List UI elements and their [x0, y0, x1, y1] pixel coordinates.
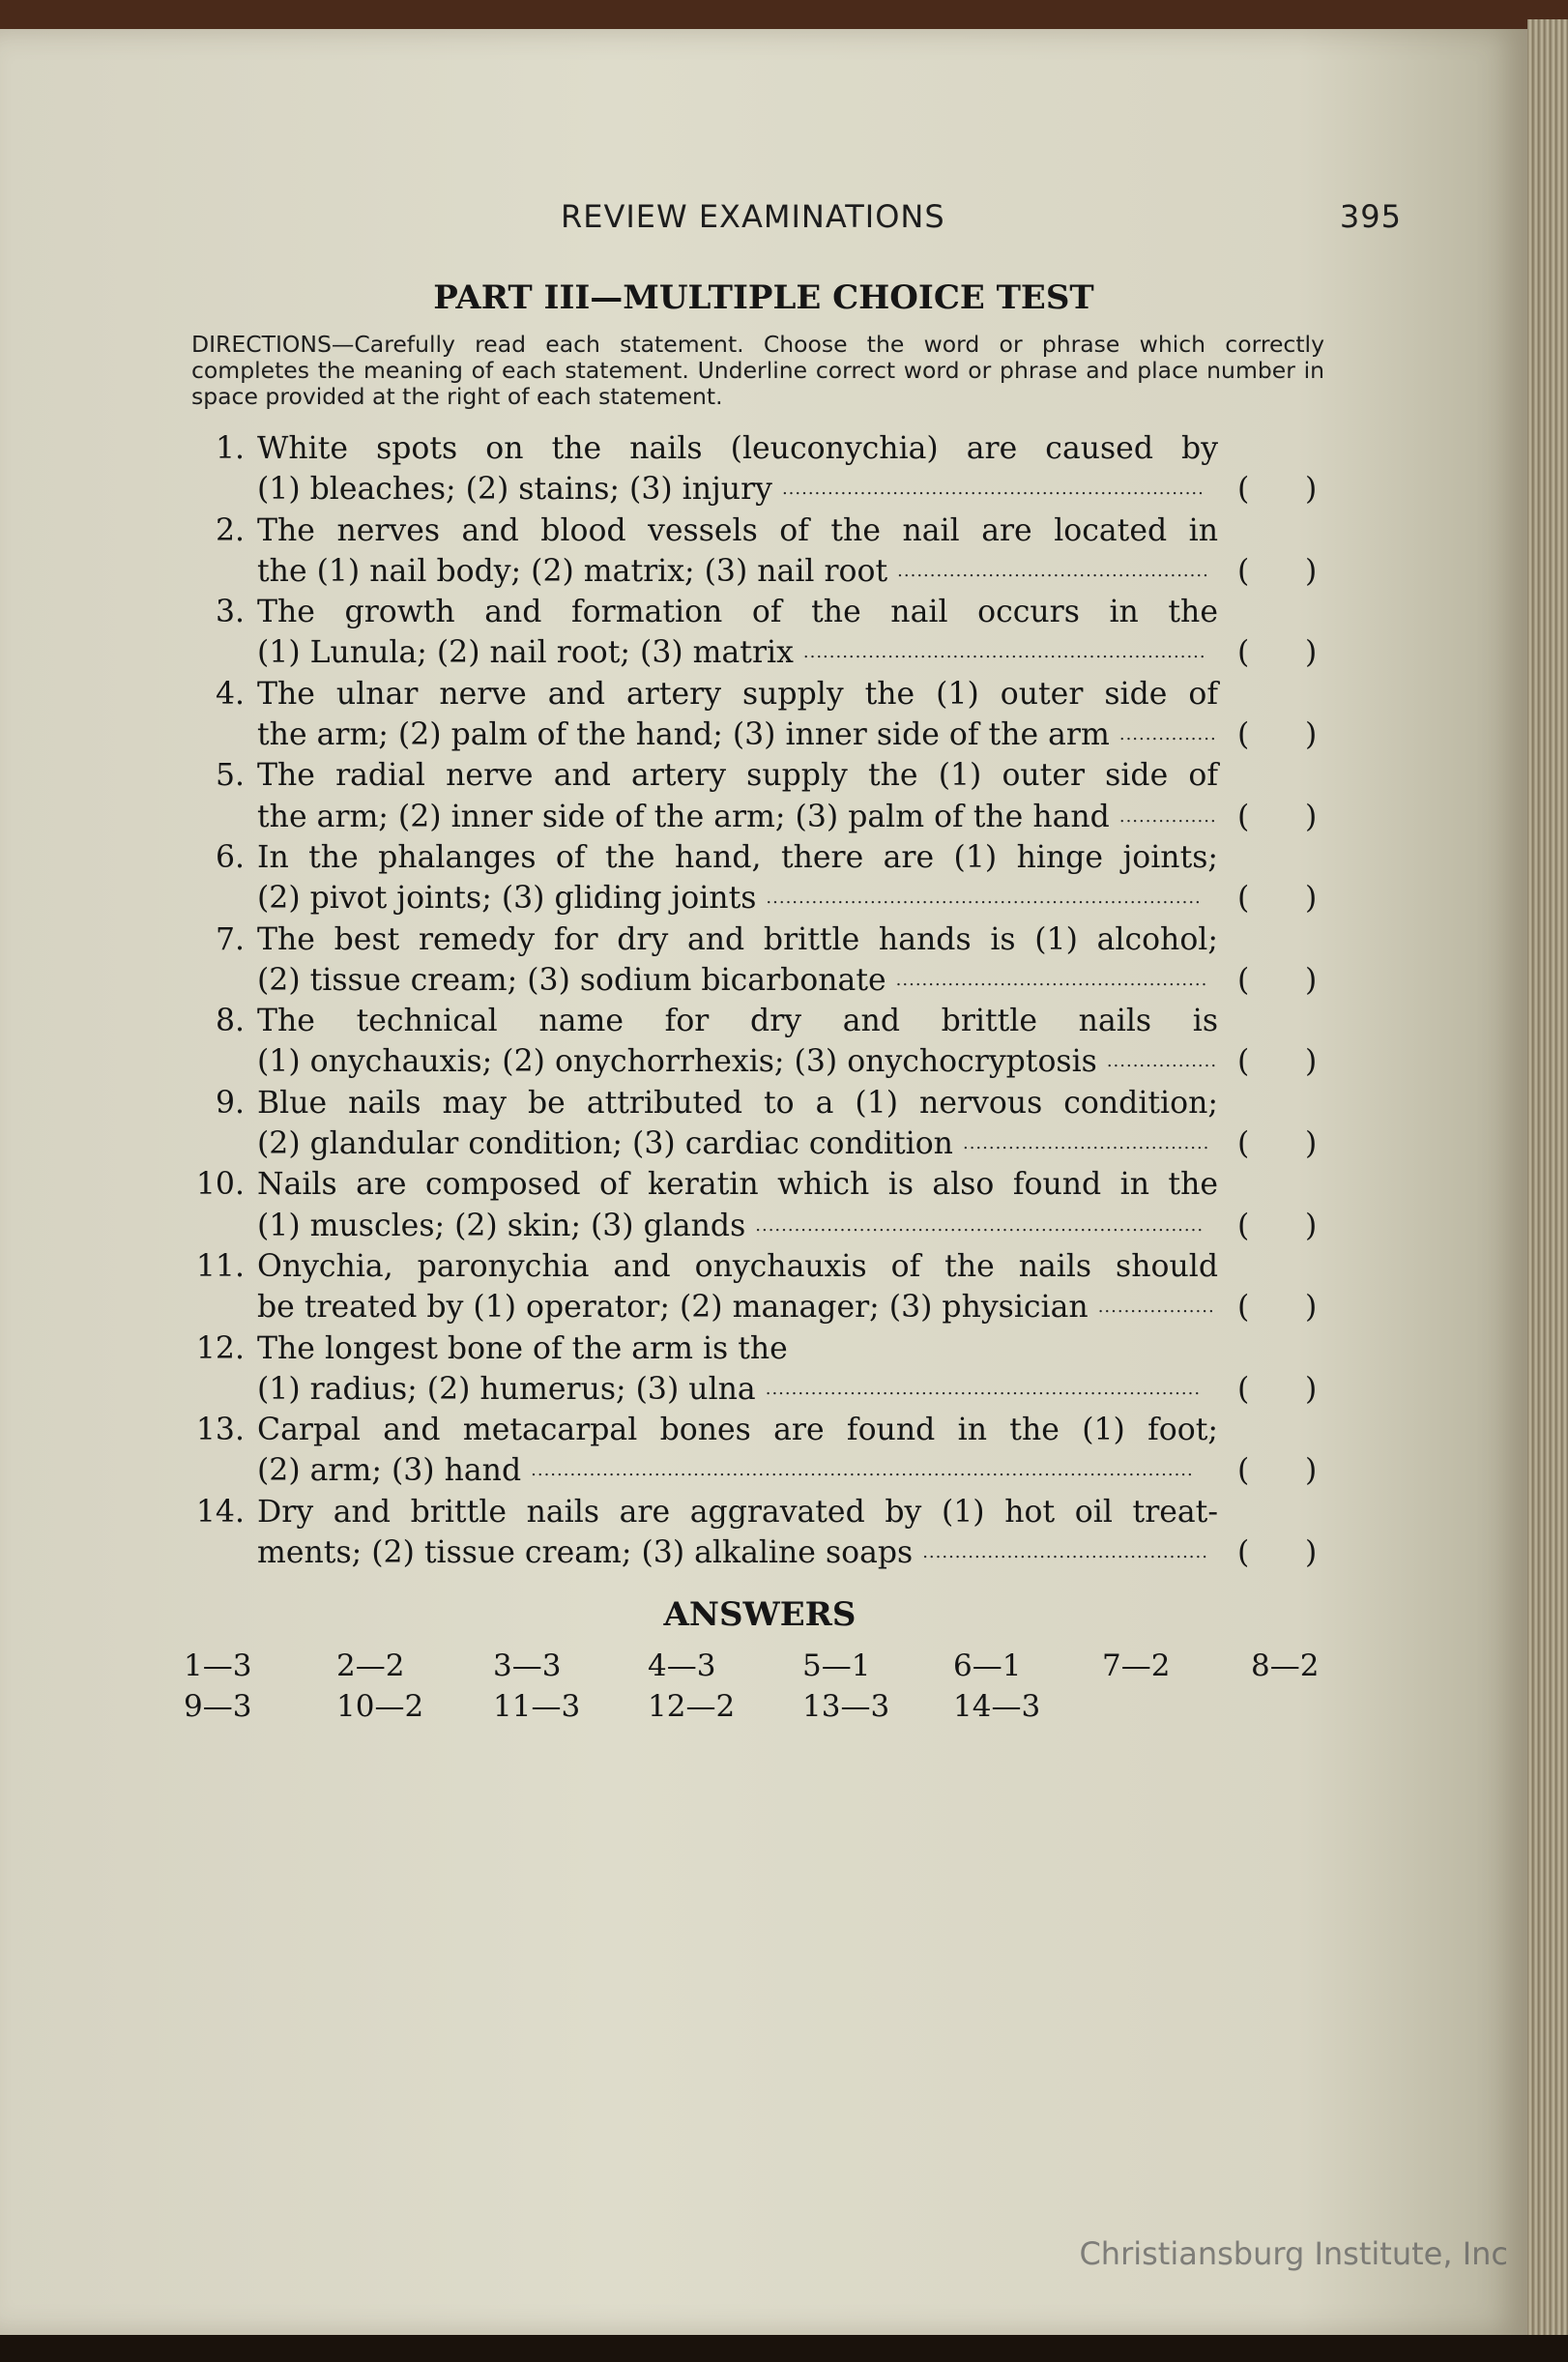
- question-choices: (1) radius; (2) humerus; (3) ulna: [257, 1371, 756, 1407]
- answer-blank-close: ): [1305, 635, 1318, 671]
- answer-blank-close: ): [1305, 1453, 1318, 1489]
- question-item: [184, 1164, 1344, 1246]
- directions: DIRECTIONS—Carefully read each statement. Choose the word or phrase which correctly completes the meaning of each statement. Underline correct word or phrase and place number in space provided at the right of each statement.: [191, 331, 1324, 410]
- question-text: Nails are composed of keratin which is also found in the: [257, 1167, 1218, 1203]
- question-item: [184, 1328, 1344, 1411]
- answer-blank-open[interactable]: (: [1237, 1371, 1250, 1407]
- answer-blank-open[interactable]: (: [1237, 472, 1250, 508]
- question-item: [184, 919, 1344, 1002]
- dot-leader: ..................: [1097, 1297, 1215, 1318]
- dot-leader: ...............: [1118, 805, 1217, 827]
- answer-entry: 8—2: [1251, 1648, 1320, 1683]
- question-text: Onychia, paronychia and onychauxis of the nails should: [257, 1248, 1218, 1284]
- answer-blank-close: ): [1305, 553, 1318, 589]
- question-choices: (2) glandular condition; (3) cardiac condition: [257, 1126, 953, 1162]
- question-number: 10.: [195, 1167, 245, 1203]
- answer-blank-open[interactable]: (: [1237, 635, 1250, 671]
- header-title: REVIEW EXAMINATIONS: [561, 198, 945, 235]
- answer-entry: 14—3: [953, 1689, 1041, 1724]
- answer-blank-open[interactable]: (: [1237, 881, 1250, 917]
- dot-leader: ................................................: [897, 560, 1209, 581]
- question-number: 6.: [215, 839, 245, 875]
- answer-blank-close: ): [1305, 881, 1318, 917]
- answer-entry: 6—1: [953, 1648, 1022, 1683]
- dot-leader: ......................................: [962, 1133, 1210, 1154]
- answer-blank-open[interactable]: (: [1237, 553, 1250, 589]
- answer-entry: 11—3: [493, 1689, 581, 1724]
- question-text: White spots on the nails (leuconychia) are caused by: [257, 431, 1218, 466]
- answer-blank-open[interactable]: (: [1237, 1535, 1250, 1571]
- question-item: [184, 1001, 1344, 1083]
- answer-blank-open[interactable]: (: [1237, 1290, 1250, 1326]
- answer-entry: 13—3: [802, 1689, 890, 1724]
- question-item: [184, 674, 1344, 756]
- bottom-band: [0, 2335, 1568, 2362]
- dot-leader: ...................................................................: [766, 888, 1202, 909]
- question-choices: (2) tissue cream; (3) sodium bicarbonate: [257, 962, 886, 998]
- question-choices: (1) bleaches; (2) stains; (3) injury: [257, 472, 772, 508]
- question-number: 14.: [195, 1494, 245, 1530]
- question-item: [184, 592, 1344, 674]
- question-number: 3.: [215, 595, 245, 630]
- page-edge: [1527, 19, 1568, 2340]
- dot-leader: .................: [1106, 1051, 1218, 1072]
- question-choices: (2) pivot joints; (3) gliding joints: [257, 881, 757, 917]
- answer-entry: 7—2: [1102, 1648, 1171, 1683]
- question-text: Carpal and metacarpal bones are found in the (1) foot;: [257, 1413, 1218, 1448]
- answer-entry: 9—3: [184, 1689, 252, 1724]
- answer-entry: 5—1: [802, 1648, 871, 1683]
- answer-entry: 4—3: [648, 1648, 716, 1683]
- answer-key: [184, 1648, 1344, 1735]
- answer-blank-close: ): [1305, 962, 1318, 998]
- answer-blank-close: ): [1305, 717, 1318, 753]
- answer-blank-close: ): [1305, 1371, 1318, 1407]
- question-text: Blue nails may be attributed to a (1) nervous condition;: [257, 1085, 1218, 1121]
- answer-blank-open[interactable]: (: [1237, 1044, 1250, 1080]
- answer-entry: 2—2: [336, 1648, 405, 1683]
- question-number: 5.: [215, 758, 245, 794]
- dot-leader: .....................................................................: [755, 1214, 1205, 1236]
- answer-blank-open[interactable]: (: [1237, 1453, 1250, 1489]
- question-item: [184, 1083, 1344, 1165]
- answer-blank-close: ): [1305, 1208, 1318, 1243]
- answer-blank-open[interactable]: (: [1237, 1208, 1250, 1243]
- dot-leader: ............................................: [922, 1542, 1208, 1563]
- answer-blank-close: ): [1305, 1535, 1318, 1571]
- dot-leader: ..............................................................: [802, 642, 1206, 663]
- answer-blank-open[interactable]: (: [1237, 962, 1250, 998]
- dot-leader: ................................................: [895, 969, 1208, 990]
- question-number: 4.: [215, 676, 245, 712]
- watermark: Christiansburg Institute, Inc: [1079, 2235, 1508, 2272]
- question-item: [184, 510, 1344, 593]
- question-text: The technical name for dry and brittle nails is: [257, 1004, 1218, 1039]
- question-choices: (2) arm; (3) hand: [257, 1453, 522, 1489]
- question-choices: ments; (2) tissue cream; (3) alkaline soaps: [257, 1535, 914, 1571]
- question-text: In the phalanges of the hand, there are (1) hinge joints;: [257, 839, 1218, 875]
- question-item: [184, 1246, 1344, 1328]
- answer-blank-open[interactable]: (: [1237, 717, 1250, 753]
- question-text: The radial nerve and artery supply the (1) outer side of: [257, 758, 1218, 794]
- running-header: [561, 198, 1402, 237]
- answer-entry: 10—2: [336, 1689, 424, 1724]
- question-choices: be treated by (1) operator; (2) manager; (3) physician: [257, 1290, 1089, 1326]
- page-number: 395: [1339, 198, 1402, 235]
- answers-title: ANSWERS: [663, 1595, 857, 1634]
- question-text: Dry and brittle nails are aggravated by (1) hot oil treat-: [257, 1494, 1218, 1530]
- question-number: 7.: [215, 921, 245, 957]
- question-number: 1.: [215, 431, 245, 466]
- question-item: [184, 837, 1344, 919]
- question-text: The ulnar nerve and artery supply the (1) outer side of: [257, 676, 1218, 712]
- answer-entry: 3—3: [493, 1648, 562, 1683]
- question-text: The growth and formation of the nail occurs in the: [257, 595, 1218, 630]
- question-choices: (1) muscles; (2) skin; (3) glands: [257, 1208, 746, 1243]
- dot-leader: ......................................................................................................: [531, 1460, 1194, 1481]
- question-choices: the arm; (2) inner side of the arm; (3) palm of the hand: [257, 799, 1110, 834]
- question-item: [184, 1410, 1344, 1492]
- question-text: The nerves and blood vessels of the nail are located in: [257, 512, 1218, 548]
- question-item: [184, 1492, 1344, 1574]
- part-title: PART III—MULTIPLE CHOICE TEST: [433, 278, 1094, 317]
- answer-entry: 12—2: [648, 1689, 736, 1724]
- question-item: [184, 755, 1344, 837]
- question-text: The best remedy for dry and brittle hands is (1) alcohol;: [257, 921, 1218, 957]
- question-number: 9.: [215, 1085, 245, 1121]
- answer-entry: 1—3: [184, 1648, 252, 1683]
- answer-blank-close: ): [1305, 472, 1318, 508]
- question-list: [184, 428, 1344, 1573]
- question-choices: the arm; (2) palm of the hand; (3) inner side of the arm: [257, 717, 1110, 753]
- question-choices: the (1) nail body; (2) matrix; (3) nail root: [257, 553, 888, 589]
- answer-blank-close: ): [1305, 1126, 1318, 1162]
- answer-blank-open[interactable]: (: [1237, 1126, 1250, 1162]
- question-number: 11.: [195, 1248, 245, 1284]
- question-number: 13.: [195, 1413, 245, 1448]
- answer-blank-close: ): [1305, 1044, 1318, 1080]
- answer-blank-close: ): [1305, 1290, 1318, 1326]
- question-number: 2.: [215, 512, 245, 548]
- question-text: The longest bone of the arm is the: [257, 1330, 788, 1366]
- question-choices: (1) onychauxis; (2) onychorrhexis; (3) onychocryptosis: [257, 1044, 1097, 1080]
- dot-leader: .................................................................: [781, 479, 1205, 500]
- question-item: [184, 428, 1344, 510]
- question-choices: (1) Lunula; (2) nail root; (3) matrix: [257, 635, 794, 671]
- dot-leader: ...................................................................: [765, 1378, 1202, 1399]
- answer-blank-close: ): [1305, 799, 1318, 834]
- question-number: 8.: [215, 1004, 245, 1039]
- question-number: 12.: [195, 1330, 245, 1366]
- dot-leader: ...............: [1118, 724, 1217, 745]
- answer-blank-open[interactable]: (: [1237, 799, 1250, 834]
